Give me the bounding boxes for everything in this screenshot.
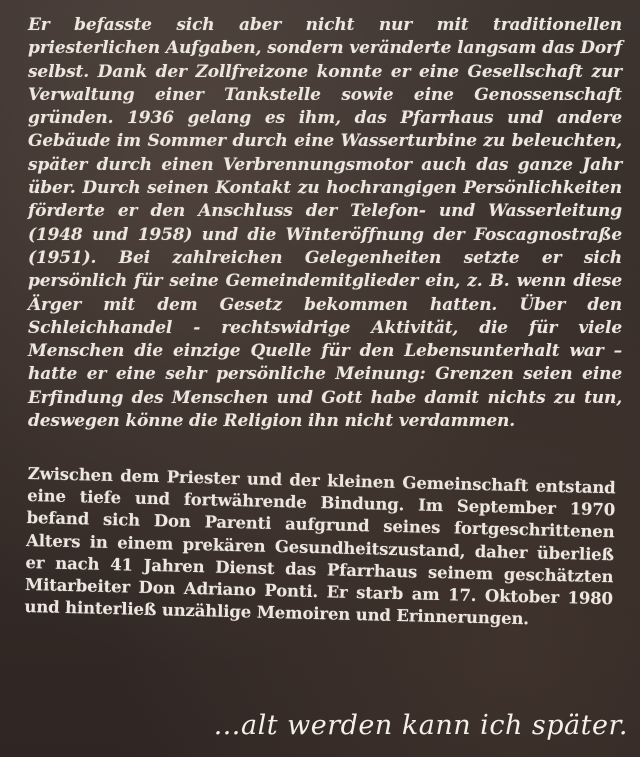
paragraph-1: Er befasste sich aber nicht nur mit traditionellen priesterlichen Aufgaben, sondern veränderte langsam das Dorf selbst. Dank der Zollfreizone konnte er eine Gesellschaft zur Verwaltung einer Tankstelle sowie eine Genossenschaft gründen. 1936 gelang es ihm, das Pfarrhaus und andere Gebäude im Sommer durch eine Wasserturbine zu beleuchten, später durch einen Verbrennungsmotor auch das ganze Jahr über. Durch seinen Kontakt zu hochrangigen Persönlichkeiten förderte er den Anschluss der Telefon- und Wasserleitung (1948 und 1958) und die Winteröffnung der Foscagnostraße (1951). Bei zahlreichen Gelegenheiten setzte er sich persönlich für seine Gemeindemitglieder ein, z. B. wenn diese Ärger mit dem Gesetz bekommen hatten. Über den Schleichhandel - rechtswidrige Aktivität, die für viele Menschen die einzige Quelle für den Lebensunterhalt war – hatte er eine sehr persönliche Meinung: Grenzen seien eine Erfindung des Menschen und Gott habe damit nichts zu tun, deswegen könne die Religion ihn nicht verdammen.: [28, 15, 622, 432]
handwritten-caption: …alt werden kann ich später.: [213, 710, 628, 741]
paragraph-2: Zwischen dem Priester und der kleinen Gemeinschaft entstand eine tiefe und fortwährende Bindung. Im September 1970 befand sich Don Parenti aufgrund seines fortgeschrittenen Alters in einem prekären Gesundheitszustand, daher überließ er nach 41 Jahren Dienst das Pfarrhaus seinem geschätzten Mitarbeiter Don Adriano Ponti. Er starb am 17. Oktober 1980 und hinterließ unzählige Memoiren und Erinnerungen.: [24, 464, 616, 629]
